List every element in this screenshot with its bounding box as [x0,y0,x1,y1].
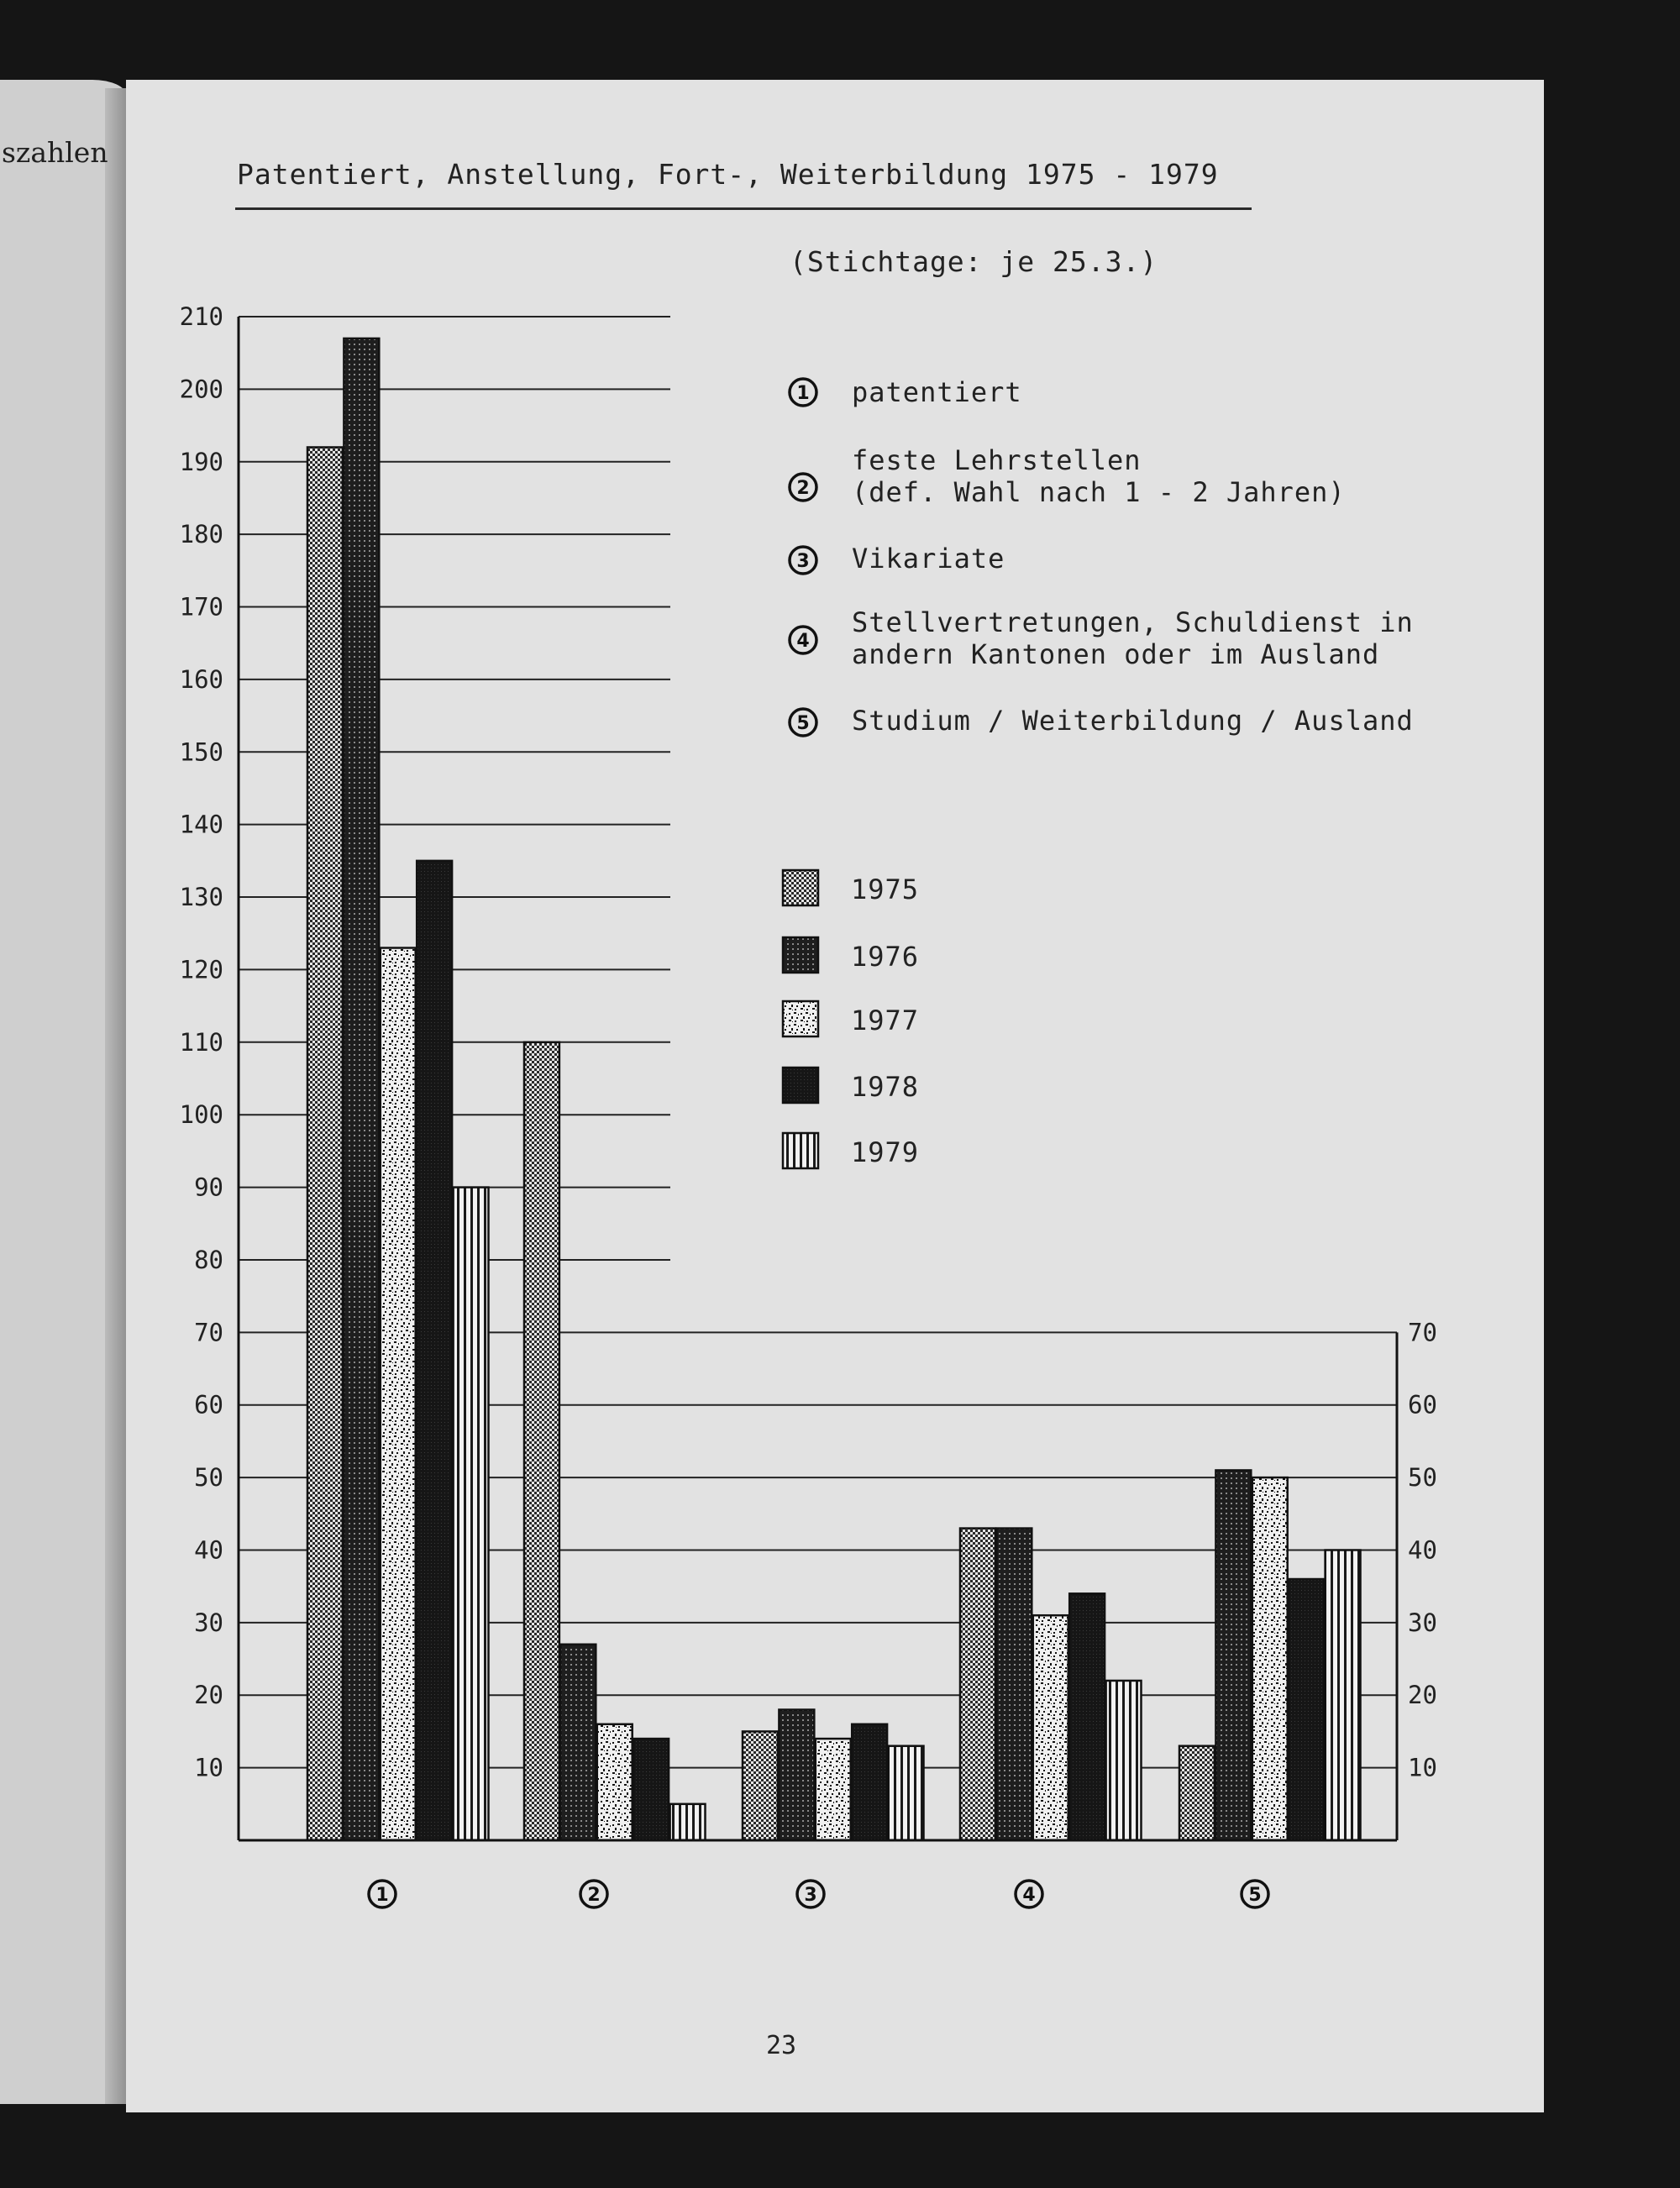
category-marker-label: 5 [1248,1885,1262,1906]
bar-1978-cat4 [1069,1593,1105,1840]
category-markers [369,1881,1268,1907]
right-y-tick-label: 60 [1408,1390,1437,1419]
bar-1977-cat5 [1252,1477,1288,1840]
category-marker-label: 2 [587,1885,601,1906]
y-tick-label: 100 [179,1100,223,1130]
legend-swatch-1976 [783,937,818,973]
legend-series-name: 1977 [851,1005,920,1036]
bar-1976-cat1 [344,338,379,1840]
bar-1979-cat1 [454,1188,489,1840]
bar-1975-cat3 [743,1731,778,1840]
legend-category-number: 3 [796,551,810,572]
year-legend [783,870,919,1168]
bar-1975-cat1 [307,447,343,1840]
y-tick-label: 120 [179,955,223,984]
bar-1977-cat2 [597,1724,633,1840]
right-y-tick-label: 20 [1408,1681,1437,1710]
y-tick-label: 20 [194,1681,223,1710]
y-tick-label: 160 [179,664,223,694]
bar-1978-cat1 [417,861,452,1840]
legend-category-description: Studium / Weiterbildung / Ausland [852,705,1414,737]
page-title: Patentiert, Anstellung, Fort-, Weiterbildung 1975 - 1979 [237,158,1219,191]
legend-category-description: Stellvertretungen, Schuldienst in [852,606,1414,638]
y-tick-label: 210 [179,302,223,331]
bar-1975-cat5 [1179,1746,1215,1840]
bar-1979-cat5 [1326,1550,1361,1840]
bar-1978-cat3 [852,1724,887,1840]
category-legend [790,376,1414,737]
y-tick-label: 170 [179,592,223,622]
bar-1978-cat5 [1289,1579,1324,1840]
y-tick-label: 70 [194,1318,223,1347]
legend-series-name: 1978 [851,1071,920,1103]
legend-swatch-1978 [783,1068,818,1103]
y-tick-label: 40 [194,1535,223,1565]
category-marker-label: 3 [804,1885,817,1906]
legend-category-number: 4 [796,631,810,652]
legend-series-name: 1976 [851,941,920,973]
y-tick-label: 60 [194,1390,223,1419]
legend-category-number: 1 [796,383,810,404]
bars [307,338,1361,1840]
bar-1979-cat3 [889,1746,924,1840]
y-tick-label: 200 [179,375,223,404]
legend-category-description: (def. Wahl nach 1 - 2 Jahren) [852,476,1346,508]
y-tick-label: 180 [179,520,223,549]
bar-1979-cat4 [1106,1681,1142,1840]
y-tick-label: 30 [194,1608,223,1637]
left-page-text: szahlen [2,136,108,169]
legend-category-description: feste Lehrstellen [852,444,1142,476]
legend-category-description: patentiert [852,376,1022,408]
legend-swatch-1975 [783,870,818,905]
bar-1977-cat4 [1033,1615,1068,1840]
bar-1976-cat4 [996,1529,1032,1840]
y-tick-label: 150 [179,737,223,767]
y-tick-label: 110 [179,1027,223,1057]
y-tick-label: 90 [194,1173,223,1202]
category-marker-label: 1 [375,1885,389,1906]
legend-series-name: 1975 [851,874,920,905]
legend-category-description: andern Kantonen oder im Ausland [852,638,1380,670]
bar-1976-cat2 [560,1645,596,1840]
legend-category-number: 2 [796,478,810,499]
right-y-tick-label: 10 [1408,1753,1437,1782]
right-y-tick-label: 40 [1408,1535,1437,1565]
y-tick-label: 190 [179,447,223,476]
legend-series-name: 1979 [851,1136,920,1168]
y-tick-label: 10 [194,1753,223,1782]
page-subtitle: (Stichtage: je 25.3.) [790,245,1158,278]
legend-category-number: 5 [796,713,810,734]
bar-1975-cat2 [524,1042,559,1840]
y-tick-label: 130 [179,883,223,912]
bar-1979-cat2 [670,1804,706,1840]
bar-1976-cat5 [1215,1470,1251,1840]
bar-1978-cat2 [633,1739,669,1840]
right-y-tick-label: 50 [1408,1463,1437,1493]
legend-category-description: Vikariate [852,543,1005,575]
legend-swatch-1979 [783,1133,818,1168]
right-y-tick-label: 70 [1408,1318,1437,1347]
legend-swatch-1977 [783,1001,818,1036]
y-tick-label: 50 [194,1463,223,1493]
bar-1977-cat1 [381,948,416,1840]
category-marker-label: 4 [1022,1885,1036,1906]
bar-1977-cat3 [816,1739,851,1840]
page-number: 23 [766,2031,797,2060]
y-tick-label: 80 [194,1245,223,1274]
bar-1975-cat4 [960,1529,995,1840]
bar-1976-cat3 [779,1710,814,1840]
y-tick-label: 140 [179,810,223,839]
right-y-tick-label: 30 [1408,1608,1437,1637]
